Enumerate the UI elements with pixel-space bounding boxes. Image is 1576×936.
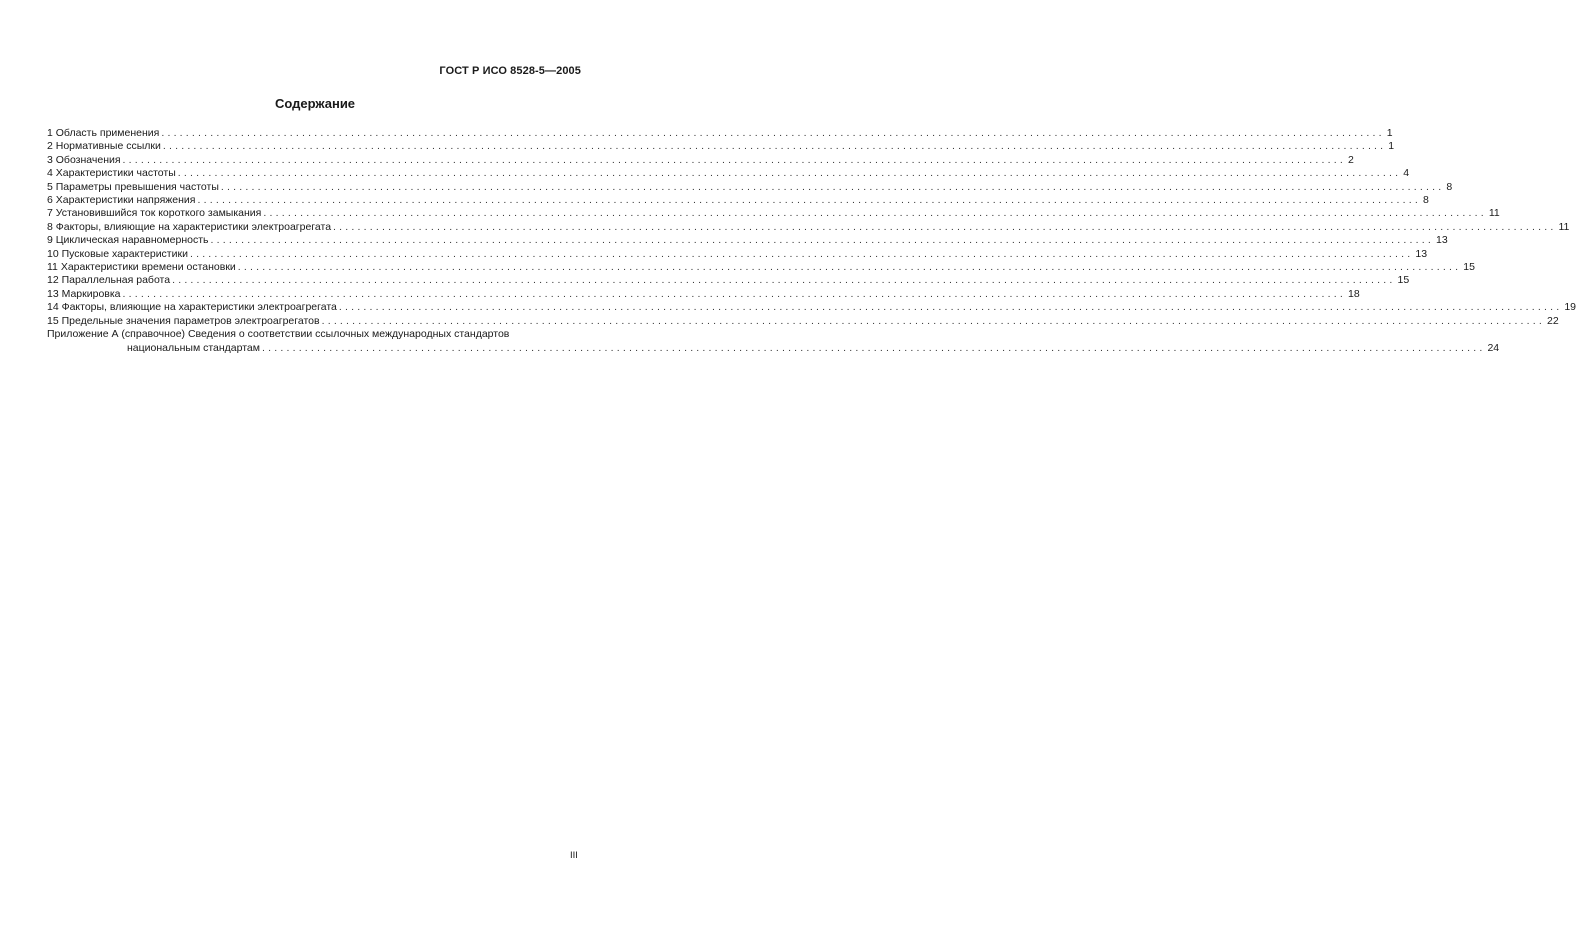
toc-entry-page: 15 xyxy=(1397,274,1410,287)
toc-leader-dots: ........................................................................................................................................................................................................ xyxy=(197,194,1421,207)
toc-leader-dots: ........................................................................................................................................................................................................ xyxy=(333,220,1557,233)
toc-leader-dots: ........................................................................................................................................................................................................ xyxy=(177,167,1402,180)
toc-entry-page: 11 xyxy=(1558,220,1570,233)
toc-entry[interactable] xyxy=(47,220,1570,234)
toc-entry-page: 2 xyxy=(1348,153,1354,166)
toc-entry-label: 1 Область применения xyxy=(47,127,160,139)
toc-entry[interactable] xyxy=(47,180,1453,194)
toc-entry-label: 5 Параметры превышения частоты xyxy=(47,180,219,193)
toc-leader-dots: ........................................................................................................................................................................................................ xyxy=(261,341,1486,354)
toc-entry[interactable] xyxy=(47,127,1393,140)
toc-entry-label: 10 Пусковые характеристики xyxy=(47,247,188,260)
toc-entry-label: 6 Характеристики напряжения xyxy=(47,194,196,207)
toc-entry-label: 7 Установившийся ток короткого замыкания xyxy=(47,207,262,220)
toc-entry-page: 4 xyxy=(1403,167,1410,180)
toc-entry[interactable] xyxy=(47,140,1395,153)
toc-entry-page: 22 xyxy=(1547,314,1559,327)
toc-entry-label: 12 Параллельная работа xyxy=(47,274,171,287)
toc-entry-page: 13 xyxy=(1435,234,1448,247)
toc-entry[interactable] xyxy=(47,194,1429,207)
page-number: III xyxy=(570,850,578,861)
toc-entry[interactable] xyxy=(47,301,1576,314)
toc-leader-dots: ........................................................................................................................................................................................................ xyxy=(172,274,1396,287)
toc-leader-dots: ........................................................................................................................................................................................................ xyxy=(189,247,1414,260)
toc-appendix-line2[interactable] xyxy=(47,341,1500,355)
toc-entry-label: 8 Факторы, влияющие на характеристики электроагрегата xyxy=(47,220,332,233)
toc-entry-page: 1 xyxy=(1386,127,1393,139)
toc-entry[interactable] xyxy=(47,274,1410,287)
toc-entry[interactable] xyxy=(47,314,1559,328)
toc-leader-dots: ........................................................................................................................................................................................................ xyxy=(161,127,1385,139)
toc-entries xyxy=(47,127,1576,328)
toc-entry-page: 18 xyxy=(1347,287,1360,300)
toc-entry-label: 2 Нормативные ссылки xyxy=(47,140,161,153)
toc-entry[interactable] xyxy=(47,287,1360,301)
toc-entry[interactable] xyxy=(47,261,1475,274)
toc-appendix-line1[interactable]: Приложение А (справочное) Сведения о соответствии ссылочных международных стандартов xyxy=(47,328,510,341)
toc-leader-dots: ........................................................................................................................................................................................................ xyxy=(162,140,1387,153)
toc-leader-dots: ........................................................................................................................................................................................................ xyxy=(122,287,1346,300)
toc-appendix-label: национальным стандартам xyxy=(127,341,260,354)
toc-leader-dots: ........................................................................................................................................................................................................ xyxy=(321,314,1546,327)
toc-entry-label: 14 Факторы, влияющие на характеристики электроагрегата xyxy=(47,301,337,314)
toc-leader-dots: ........................................................................................................................................................................................................ xyxy=(122,153,1346,166)
toc-leader-dots: ........................................................................................................................................................................................................ xyxy=(263,207,1487,220)
toc-entry-page: 15 xyxy=(1463,261,1475,274)
toc-leader-dots: ........................................................................................................................................................................................................ xyxy=(338,301,1563,314)
standard-header: ГОСТ Р ИСО 8528-5—2005 xyxy=(439,65,581,77)
toc-entry[interactable] xyxy=(47,153,1354,167)
toc-entry-page: 8 xyxy=(1446,180,1453,193)
toc-entry-page: 1 xyxy=(1388,140,1395,153)
toc-entry[interactable] xyxy=(47,207,1500,220)
toc-entry-label: 9 Циклическая наравномерность xyxy=(47,234,209,247)
toc-leader-dots: ........................................................................................................................................................................................................ xyxy=(220,180,1445,193)
toc-entry-page: 11 xyxy=(1488,207,1500,220)
toc-entry[interactable] xyxy=(47,167,1410,180)
toc-leader-dots: ........................................................................................................................................................................................................ xyxy=(237,261,1462,274)
toc-appendix-page: 24 xyxy=(1487,341,1500,354)
toc-entry-label: 4 Характеристики частоты xyxy=(47,167,176,180)
toc-leader-dots: ........................................................................................................................................................................................................ xyxy=(210,234,1434,247)
toc-entry[interactable] xyxy=(47,247,1428,261)
toc-entry-page: 8 xyxy=(1422,194,1429,207)
toc-entry-label: 15 Предельные значения параметров электроагрегатов xyxy=(47,314,320,327)
toc-entry-page: 13 xyxy=(1415,247,1428,260)
toc-entry-label: 11 Характеристики времени остановки xyxy=(47,261,236,274)
toc-entry-label: 13 Маркировка xyxy=(47,287,121,300)
toc-title: Содержание xyxy=(274,96,356,111)
toc-entry[interactable] xyxy=(47,234,1448,247)
table-of-contents xyxy=(47,127,1576,355)
toc-entry-page: 19 xyxy=(1564,301,1576,314)
toc-entry-label: 3 Обозначения xyxy=(47,153,121,166)
